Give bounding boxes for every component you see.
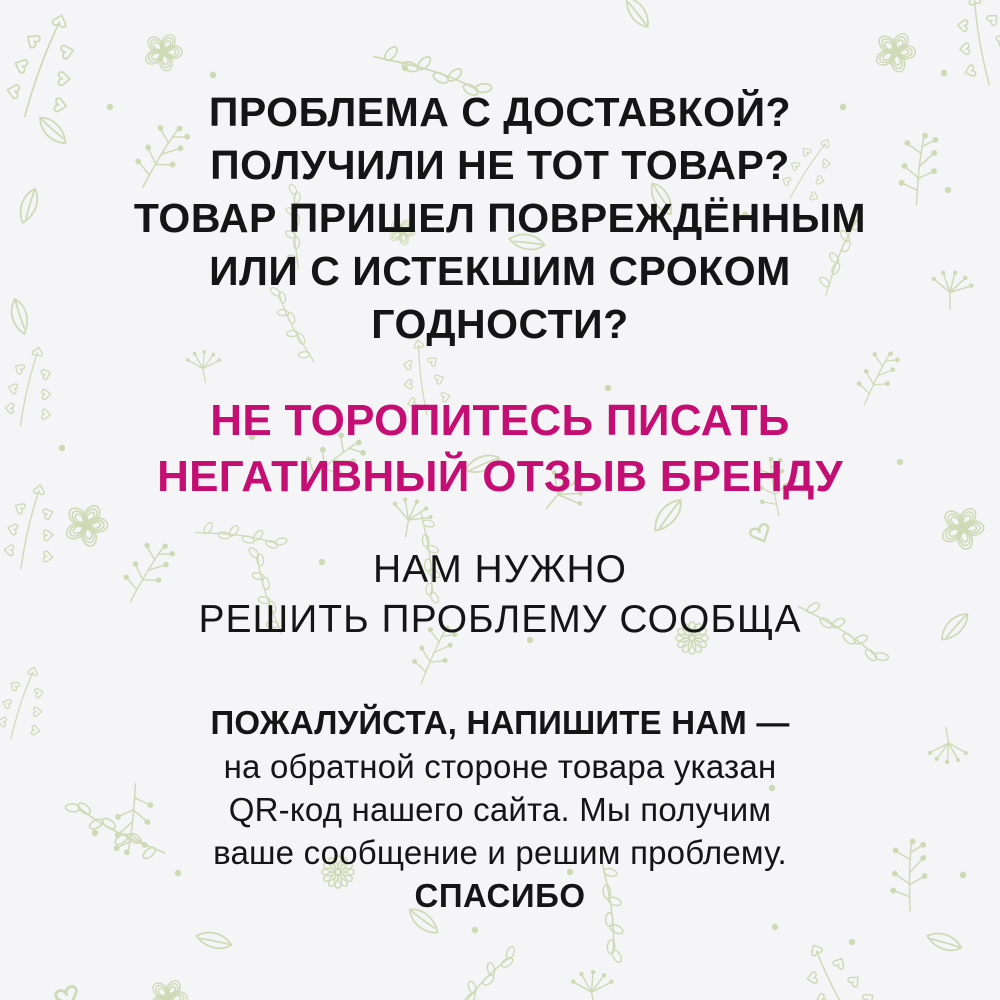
footer-body-line-1: на обратной стороне товара указан [223, 748, 777, 785]
headline [134, 86, 866, 351]
headline-line-5: ГОДНОСТИ? [371, 301, 629, 347]
subheading-line-1: НАМ НУЖНО [373, 548, 627, 591]
accent-line-2: НЕГАТИВНЫЙ ОТЗЫВ БРЕНДУ [157, 452, 843, 501]
headline-line-4: ИЛИ С ИСТЕКШИМ СРОКОМ [209, 248, 791, 294]
headline-line-3: ТОВАР ПРИШЕЛ ПОВРЕЖДЁННЫМ [133, 195, 867, 241]
subheading [198, 545, 801, 645]
headline-line-1: ПРОБЛЕМА С ДОСТАВКОЙ? [208, 89, 792, 135]
subheading-line-2: РЕШИТЬ ПРОБЛЕМУ СООБЩА [198, 598, 802, 641]
footer-body-line-3: ваше сообщение и решим проблему. [213, 834, 787, 871]
footer-thanks: СПАСИБО [414, 877, 586, 914]
footer-body-line-2: QR-код нашего сайта. Мы получим [228, 791, 772, 828]
footer-lead: ПОЖАЛУЙСТА, НАПИШИТЕ НАМ — [210, 704, 790, 741]
headline-line-2: ПОЛУЧИЛИ НЕ ТОТ ТОВАР? [210, 142, 790, 188]
footer-note [210, 701, 789, 918]
accent-line-1: НЕ ТОРОПИТЕСЬ ПИСАТЬ [210, 396, 790, 445]
accent-message [157, 393, 843, 505]
